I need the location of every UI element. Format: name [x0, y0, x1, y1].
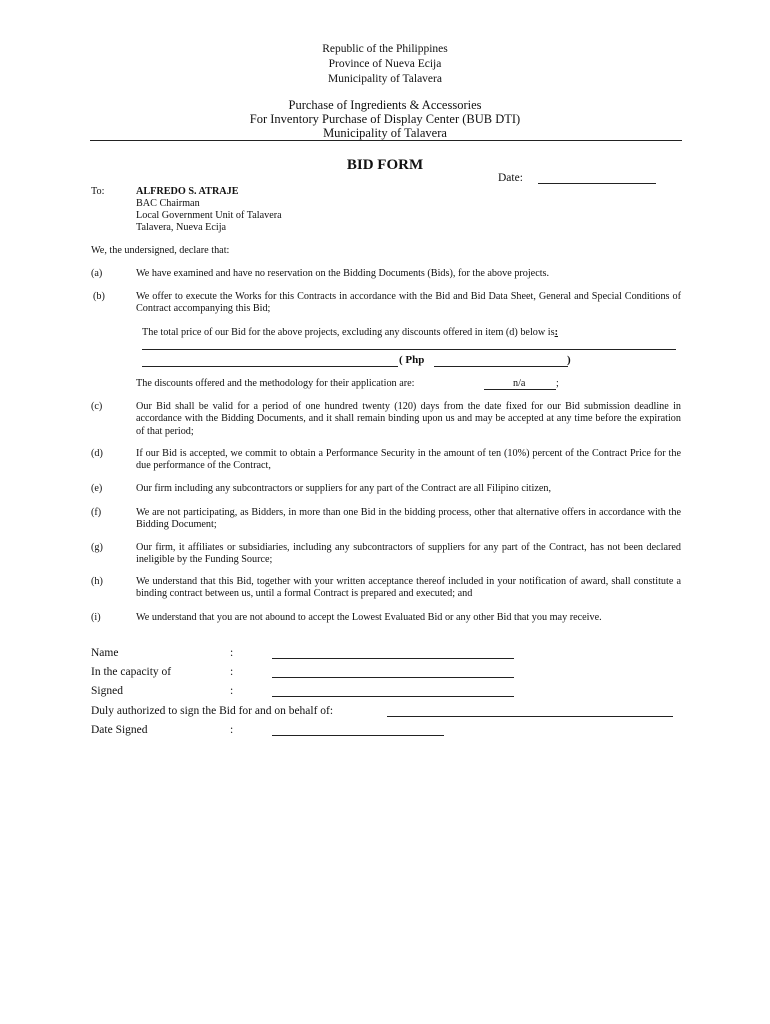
item-b-letter: (b) — [93, 291, 105, 302]
discounts-text: The discounts offered and the methodology for their application are: — [136, 378, 415, 389]
item-d-letter: (d) — [91, 448, 103, 459]
header-province: Province of Nueva Ecija — [328, 58, 442, 70]
signed-colon: : — [230, 685, 234, 697]
total-price-text: The total price of our Bid for the above projects, excluding any discounts offered in item (d) below is — [142, 327, 555, 338]
date-signed-label: Date Signed — [91, 724, 148, 736]
item-i-text: We understand that you are not abound to accept the Lowest Evaluated Bid or any other Bid that you may receive. — [136, 612, 602, 623]
item-c-letter: (c) — [91, 401, 103, 412]
form-title: BID FORM — [346, 157, 424, 173]
item-h-text: We understand that this Bid, together with your written acceptance thereof included in your notification of award, shall constitute a binding contract between us, until a formal Contract is prepared and executed; and — [136, 576, 681, 600]
php-close-paren: ) — [567, 354, 571, 366]
date-signed-field[interactable] — [272, 735, 444, 736]
capacity-field[interactable] — [272, 677, 514, 678]
to-label: To: — [91, 186, 105, 197]
date-field[interactable] — [538, 183, 656, 184]
item-d-text: If our Bid is accepted, we commit to obtain a Performance Security in the amount of ten (10%) percent of the Contract Price for the due performance of the Contract, — [136, 448, 681, 472]
subject-inventory: For Inventory Purchase of Display Center (BUB DTI) — [249, 112, 521, 126]
item-g-letter: (g) — [91, 542, 103, 553]
header-republic: Republic of the Philippines — [322, 43, 448, 55]
item-g-text: Our firm, it affiliates or subsidiaries, including any subcontractors of suppliers for any part of the Contract, has not been declared ineligible by the Funding Source; — [136, 542, 681, 566]
item-e-letter: (e) — [91, 483, 103, 494]
subject-municipality: Municipality of Talavera — [323, 126, 447, 140]
name-colon: : — [230, 647, 234, 659]
total-price-words-line[interactable] — [142, 349, 676, 350]
total-price-block — [142, 327, 558, 340]
header-municipality: Municipality of Talavera — [328, 73, 442, 85]
signed-field[interactable] — [272, 696, 514, 697]
total-price-words-line-2[interactable] — [142, 366, 398, 367]
item-f-letter: (f) — [91, 507, 102, 518]
item-c-text: Our Bid shall be valid for a period of one hundred twenty (120) days from the date fixed for our Bid submission deadline in accordance with the Bidding Documents, and it shall remain binding upon us and may be accepted at any time before the expiration of that period; — [136, 401, 681, 437]
name-field[interactable] — [272, 658, 514, 659]
name-label: Name — [91, 647, 119, 659]
header-rule — [90, 140, 682, 141]
php-label: ( Php — [399, 354, 425, 366]
discounts-end: ; — [556, 378, 559, 389]
item-f-text: We are not participating, as Bidders, in more than one Bid in the bidding process, other that alternative offers in accordance with the Bidding Document; — [136, 507, 681, 531]
php-amount-field[interactable] — [434, 366, 568, 367]
addressee-office: Local Government Unit of Talavera — [136, 210, 282, 221]
item-i-letter: (i) — [91, 612, 101, 623]
capacity-colon: : — [230, 666, 234, 678]
item-e-text: Our firm including any subcontractors or suppliers for any part of the Contract are all Filipino citizen, — [136, 483, 552, 494]
date-label: Date: — [498, 172, 523, 184]
addressee-position: BAC Chairman — [136, 198, 200, 209]
addressee-name: ALFREDO S. ATRAJE — [136, 186, 239, 197]
authorized-field[interactable] — [387, 716, 673, 717]
item-a-text: We have examined and have no reservation on the Bidding Documents (Bids), for the above projects. — [136, 268, 550, 279]
capacity-label: In the capacity of — [91, 666, 172, 678]
authorized-label: Duly authorized to sign the Bid for and on behalf of: — [91, 705, 334, 717]
date-signed-colon: : — [230, 724, 234, 736]
item-h-letter: (h) — [91, 576, 103, 587]
total-price-colon: : — [554, 327, 558, 338]
subject-purchase: Purchase of Ingredients & Accessories — [288, 98, 482, 112]
intro-text: We, the undersigned, declare that: — [91, 245, 230, 256]
signed-label: Signed — [91, 685, 123, 697]
item-b-text: We offer to execute the Works for this Contracts in accordance with the Bid and Bid Data Sheet, General and Special Conditions of Contract accompanying this Bid; — [136, 291, 681, 315]
discounts-value: n/a — [513, 378, 526, 389]
item-a-letter: (a) — [91, 268, 103, 279]
addressee-location: Talavera, Nueva Ecija — [136, 222, 227, 233]
